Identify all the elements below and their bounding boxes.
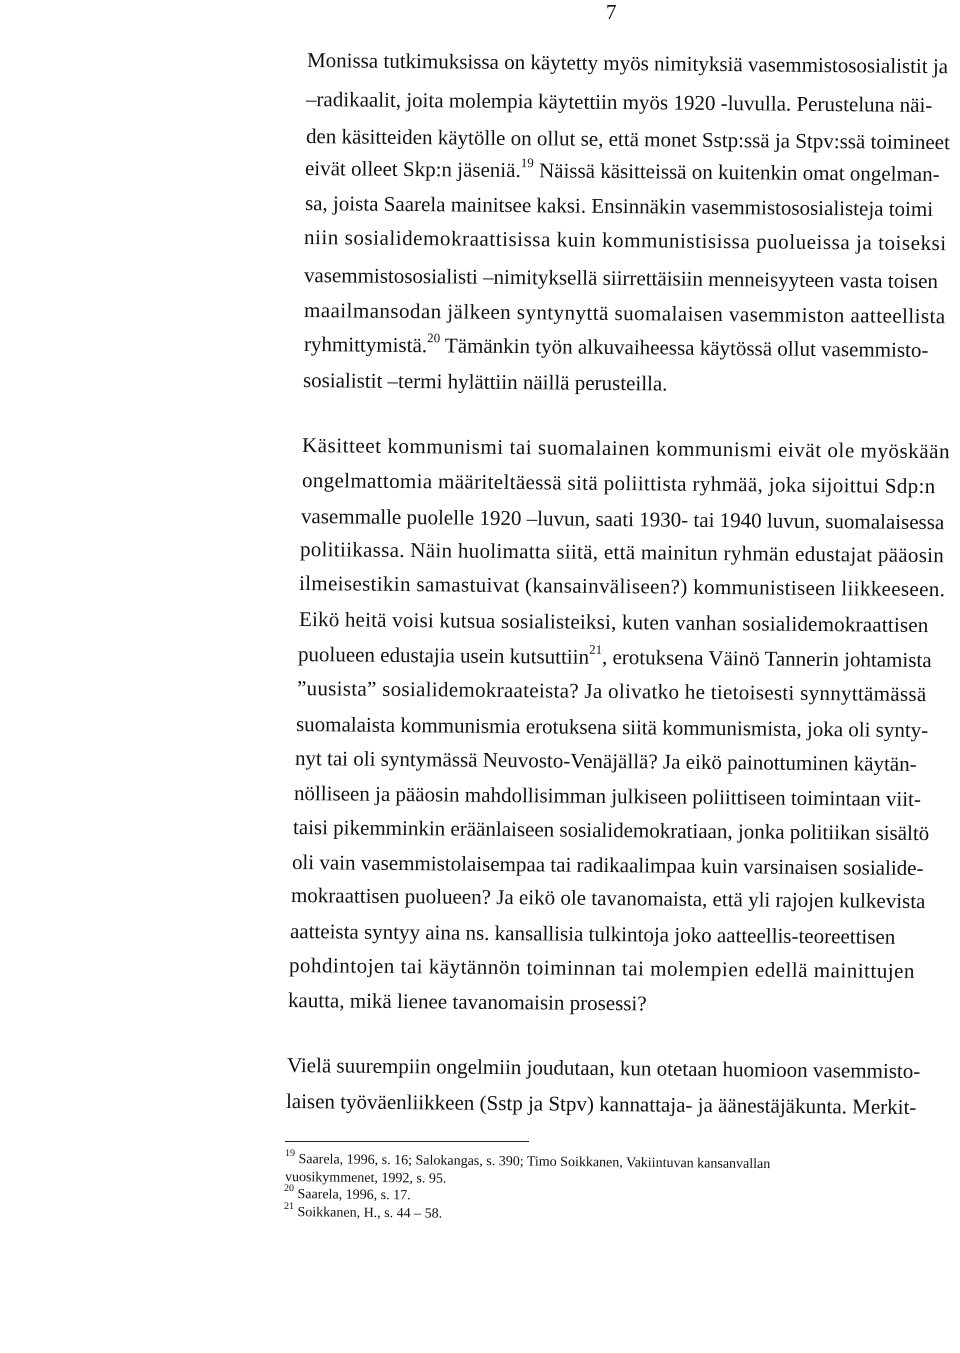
text-line: aatteista syntyy aina ns. kansallisia tulkintoja joko aatteellis-teoreettisen bbox=[289, 919, 896, 949]
footnote-text: Soikkanen, H., s. 44 – 58. bbox=[297, 1205, 443, 1222]
text-line: kautta, mikä lienee tavanomaisin prosessi? bbox=[287, 988, 647, 1016]
footnote-ref-21: 21 bbox=[589, 641, 603, 657]
text-line: –radikaalit, joita molempia käytettiin myös 1920 -luvulla. Perusteluna näi- bbox=[305, 87, 933, 118]
footnote-number: 20 bbox=[284, 1183, 295, 1195]
text-line: nölliseen ja pääosin mahdollisimman julkiseen poliittiseen toimintaan viit- bbox=[293, 781, 922, 812]
footnote-text: vuosikymmenet, 1992, s. 95. bbox=[284, 1170, 447, 1187]
footnote-19-continued bbox=[285, 1170, 447, 1188]
text-line: nyt tai oli syntymässä Neuvosto-Venäjällä? Ja eikö painottuminen käytän- bbox=[294, 746, 917, 776]
text-line: mokraattisen puolueen? Ja eikö ole tavanomaista, että yli rajojen kulkevista bbox=[290, 883, 926, 914]
text-line: ilmeisestikin samastuivat (kansainväliseen?) kommunistiseen liikkeeseen. bbox=[298, 571, 946, 602]
text-line: ongelmattomia määriteltäessä sitä poliittista ryhmää, joka sijoittui Sdp:n bbox=[301, 468, 936, 499]
text-line: politiikassa. Näin huolimatta siitä, että mainitun ryhmän edustajat pääosin bbox=[299, 537, 945, 568]
text-line: oli vain vasemmistolaisempaa tai radikaalimpaa kuin varsinaisen sosialide- bbox=[291, 850, 924, 881]
text-line: sosialistit –termi hylättiin näillä perusteilla. bbox=[302, 368, 668, 396]
text-line: laisen työväenliikkeen (Sstp ja Stpv) kannattaja- ja äänestäjäkunta. Merkit- bbox=[285, 1089, 917, 1120]
footnote-21 bbox=[284, 1201, 443, 1223]
footnote-text: Saarela, 1996, s. 17. bbox=[297, 1187, 411, 1204]
text-segment: sa, joista Saarela mainitsee kaksi. bbox=[304, 191, 587, 218]
text-line: Monissa tutkimuksissa on käytetty myös nimityksiä vasemmistososialistit ja bbox=[306, 48, 949, 79]
page-number: 7 bbox=[606, 0, 617, 24]
text-line: suomalaista kommunismia erotuksena siitä kommunismista, joka oli synty- bbox=[295, 712, 929, 743]
text-line bbox=[304, 332, 929, 363]
text-segment: eivät olleet Skp:n jäseniä. bbox=[304, 156, 521, 183]
text-segment: Näissä käsitteissä on kuitenkin omat ongelman- bbox=[533, 158, 940, 187]
text-line: pohdintojen tai käytännön toiminnan tai molempien edellä mainittujen bbox=[288, 953, 916, 984]
footnote-text: Saarela, 1996, s. 16; Salokangas, s. 390; Timo Soikkanen, Vakiintuvan kansanvallan bbox=[298, 1152, 771, 1173]
text-segment: , erotuksena Väinö Tannerin johtamista bbox=[601, 644, 932, 673]
text-line: Eikö heitä voisi kutsua sosialisteiksi, kuten vanhan sosialidemokraattisen bbox=[298, 607, 929, 638]
text-segment: puolueen edustajia usein kutsuttiin bbox=[297, 642, 590, 669]
footnote-ref-19: 19 bbox=[520, 155, 534, 171]
text-line: maailmansodan jälkeen syntynyttä suomalaisen vasemmiston aatteellista bbox=[303, 298, 946, 329]
text-segment: Tämänkin työn alkuvaiheessa käytössä ollut vasemmisto- bbox=[439, 333, 929, 362]
footnote-number: 19 bbox=[285, 1148, 296, 1160]
text-line: niin sosialidemokraattisissa kuin kommunistisissa puolueissa ja toiseksi bbox=[303, 225, 947, 256]
text-line bbox=[298, 642, 932, 673]
text-line: ”uusista” sosialidemokraateista? Ja olivatko he tietoisesti synnyttämässä bbox=[296, 676, 927, 707]
footnote-ref-20: 20 bbox=[427, 330, 441, 346]
text-segment: Ensinnäkin vasemmistososialisteja toimi bbox=[585, 193, 934, 222]
footnote-separator bbox=[285, 1141, 529, 1142]
text-line: Käsitteet kommunismi tai suomalainen kommunismi eivät ole myöskään bbox=[301, 433, 951, 464]
footnote-20 bbox=[284, 1183, 411, 1204]
text-line: vasemmistososialisti –nimityksellä siirrettäisiin menneisyyteen vasta toisen bbox=[303, 263, 939, 294]
text-line: den käsitteiden käytölle on ollut se, että monet Sstp:ssä ja Stpv:ssä toimineet bbox=[305, 124, 950, 155]
text-line bbox=[305, 156, 940, 187]
footnote-number: 21 bbox=[284, 1201, 295, 1213]
text-segment: ryhmittymistä. bbox=[303, 332, 428, 358]
text-line bbox=[305, 191, 933, 222]
text-line: Vielä suurempiin ongelmiin joudutaan, kun otetaan huomioon vasemmisto- bbox=[286, 1053, 921, 1084]
text-line: vasemmalle puolelle 1920 –luvun, saati 1930- tai 1940 luvun, suomalaisessa bbox=[300, 504, 945, 535]
text-line: taisi pikemminkin eräänlaiseen sosialidemokratiaan, jonka politiikan sisältö bbox=[292, 815, 930, 846]
